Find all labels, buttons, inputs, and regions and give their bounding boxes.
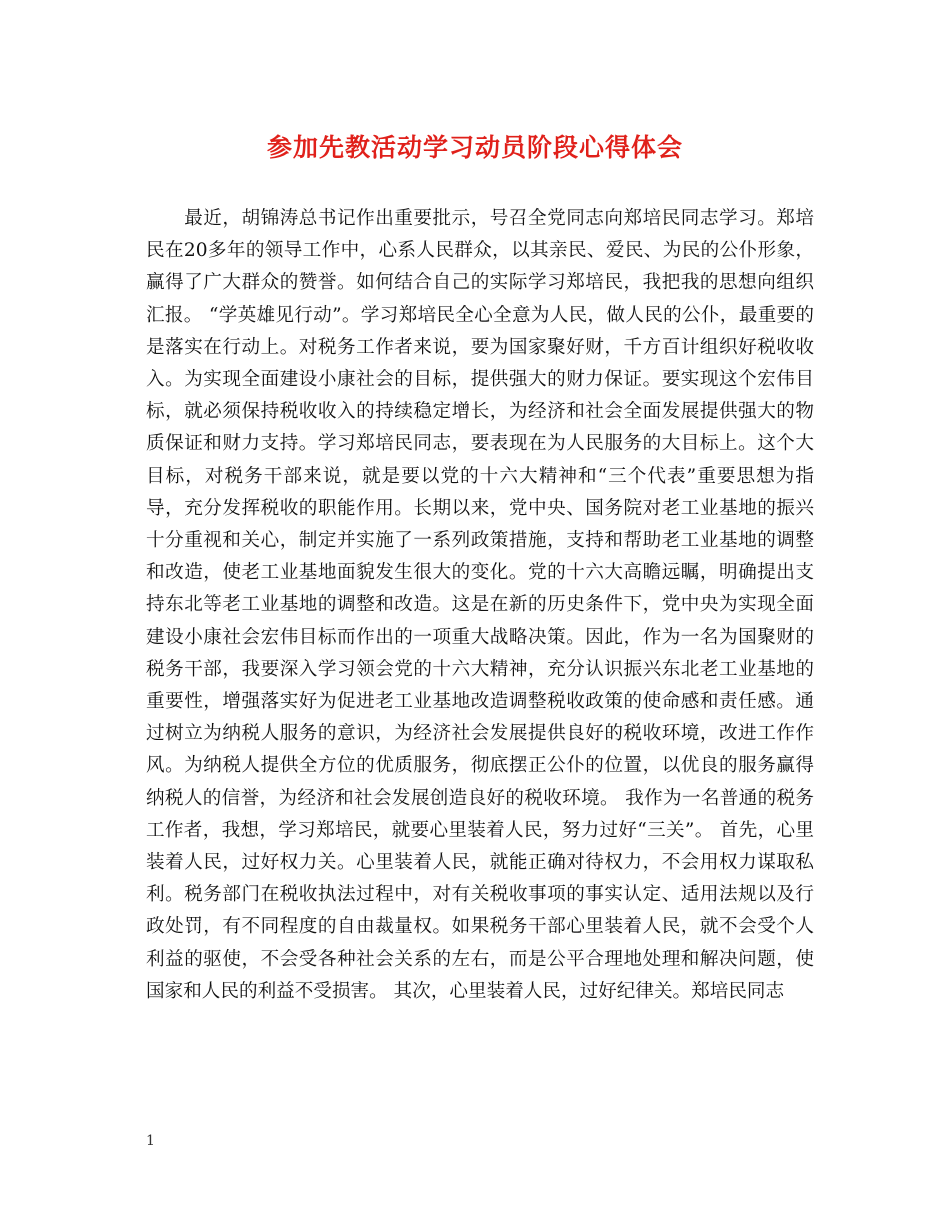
page-number: 1 [146, 1133, 155, 1149]
body-paragraph: 最近，胡锦涛总书记作出重要批示，号召全党同志向郑培民同志学习。郑培民在20多年的领导工作中，心系人民群众，以其亲民、爱民、为民的公仆形象，赢得了广大群众的赞誉。如何结合自己的实际学习郑培民，我把我的思想向组织汇报。 “学英雄见行动”。学习郑培民全心全意为人民，做人民的公仆，最重要的是落实在行动上。对税务工作者来说，要为国家聚好财，千方百计组织好税收收入。为实现全面建设小康社会的目标，提供强大的财力保证。要实现这个宏伟目标，就必须保持税收收入的持续稳定增长，为经济和社会全面发展提供强大的物质保证和财力支持。学习郑培民同志，要表现在为人民服务的大目标上。这个大目标，对税务干部来说，就是要以党的十六大精神和“三个代表”重要思想为指导，充分发挥税收的职能作用。长期以来，党中央、国务院对老工业基地的振兴十分重视和关心，制定并实施了一系列政策措施，支持和帮助老工业基地的调整和改造，使老工业基地面貌发生很大的变化。党的十六大高瞻远瞩，明确提出支持东北等老工业基地的调整和改造。这是在新的历史条件下，党中央为实现全面建设小康社会宏伟目标而作出的一项重大战略决策。因此，作为一名为国聚财的税务干部，我要深入学习领会党的十六大精神，充分认识振兴东北老工业基地的重要性，增强落实好为促进老工业基地改造调整税收政策的使命感和责任感。通过树立为纳税人服务的意识，为经济社会发展提供良好的税收环境，改进工作作风。为纳税人提供全方位的优质服务，彻底摆正公仆的位置，以优良的服务赢得纳税人的信誉，为经济和社会发展创造良好的税收环境。 我作为一名普通的税务工作者，我想，学习郑培民，就要心里装着人民，努力过好“三关”。 首先，心里装着人民，过好权力关。心里装着人民，就能正确对待权力，不会用权力谋取私利。税务部门在税收执法过程中，对有关税收事项的事实认定、适用法规以及行政处罚，有不同程度的自由裁量权。如果税务干部心里装着人民，就不会受个人利益的驱使，不会受各种社会关系的左右，而是公平合理地处理和解决问题，使国家和人民的利益不受损害。 其次，心里装着人民，过好纪律关。郑培民同志 [146, 208, 814, 1002]
document-title: 参加先教活动学习动员阶段心得体会 [266, 133, 683, 162]
